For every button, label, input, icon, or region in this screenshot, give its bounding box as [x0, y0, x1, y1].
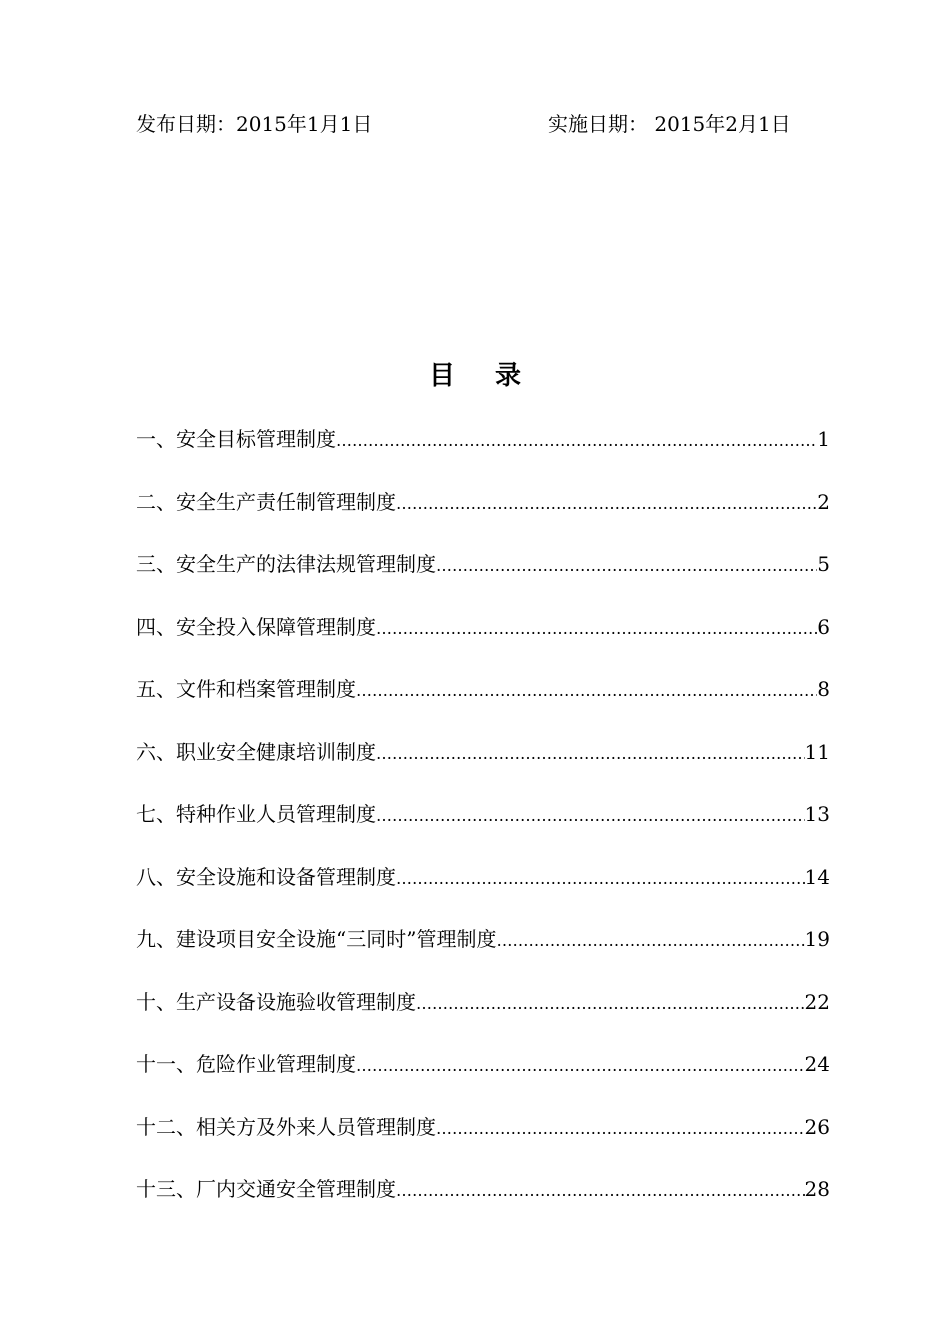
toc-dot-leader: [436, 1114, 805, 1144]
toc-entry-label: 一、安全目标管理制度: [136, 427, 336, 451]
toc-entry[interactable]: [136, 1049, 830, 1112]
toc-dot-leader: [336, 426, 817, 456]
toc-entry-page: 1: [817, 427, 830, 451]
toc-entry[interactable]: [136, 487, 830, 550]
toc-entry-label: 三、安全生产的法律法规管理制度: [136, 552, 436, 576]
toc-dot-leader: [356, 676, 817, 706]
toc-entry-page: 19: [804, 927, 830, 951]
toc-entry[interactable]: [136, 549, 830, 612]
toc-entry-label: 十、生产设备设施验收管理制度: [136, 989, 416, 1014]
toc-entry-page: 13: [804, 802, 830, 826]
toc-entry[interactable]: [136, 924, 830, 987]
toc-dot-leader: [436, 551, 817, 581]
toc-entry-page: 14: [804, 864, 830, 889]
toc-dot-leader: [396, 489, 817, 519]
toc-entry-label: 八、安全设施和设备管理制度: [136, 864, 396, 889]
toc-entry[interactable]: [136, 612, 830, 675]
toc-entry[interactable]: [136, 424, 830, 487]
toc-entry-page: 28: [804, 1177, 830, 1201]
toc-entry-label: 七、特种作业人员管理制度: [136, 802, 376, 826]
toc-entry-label: 二、安全生产责任制管理制度: [136, 489, 396, 514]
toc-entry-page: 22: [804, 989, 830, 1014]
toc-entry-label: 十二、相关方及外来人员管理制度: [136, 1114, 436, 1139]
toc-dot-leader: [416, 989, 805, 1019]
toc-entry[interactable]: [136, 862, 830, 925]
toc-entry-page: 6: [817, 614, 830, 639]
toc-entry-label: 十一、危险作业管理制度: [136, 1052, 356, 1076]
publish-date: 发布日期：2015年1月1日: [136, 112, 373, 136]
toc-entry-label: 四、安全投入保障管理制度: [136, 614, 376, 639]
toc-entry[interactable]: [136, 1112, 830, 1175]
toc-entry[interactable]: [136, 1174, 830, 1237]
toc-dot-leader: [396, 864, 805, 894]
toc-dot-leader: [376, 614, 817, 644]
toc-entry[interactable]: [136, 987, 830, 1050]
table-of-contents: [136, 424, 830, 1237]
toc-dot-leader: [356, 1051, 805, 1081]
toc-entry[interactable]: [136, 674, 830, 737]
toc-dot-leader: [376, 739, 805, 769]
toc-entry-page: 26: [804, 1114, 830, 1139]
toc-entry[interactable]: [136, 737, 830, 800]
toc-dot-leader: [396, 1176, 805, 1206]
toc-entry[interactable]: [136, 799, 830, 862]
effective-date: 实施日期： 2015年2月1日: [548, 112, 791, 136]
toc-title: 目录: [428, 361, 561, 391]
toc-entry-page: 11: [804, 739, 830, 764]
toc-entry-label: 五、文件和档案管理制度: [136, 677, 356, 701]
toc-entry-page: 24: [804, 1052, 830, 1076]
toc-entry-label: 九、建设项目安全设施“三同时”管理制度: [136, 927, 497, 951]
toc-entry-label: 十三、厂内交通安全管理制度: [136, 1177, 396, 1201]
toc-entry-page: 5: [817, 552, 830, 576]
toc-entry-page: 8: [817, 677, 830, 701]
toc-entry-page: 2: [817, 489, 830, 514]
toc-dot-leader: [376, 801, 805, 831]
toc-entry-label: 六、职业安全健康培训制度: [136, 739, 376, 764]
toc-dot-leader: [496, 926, 804, 956]
